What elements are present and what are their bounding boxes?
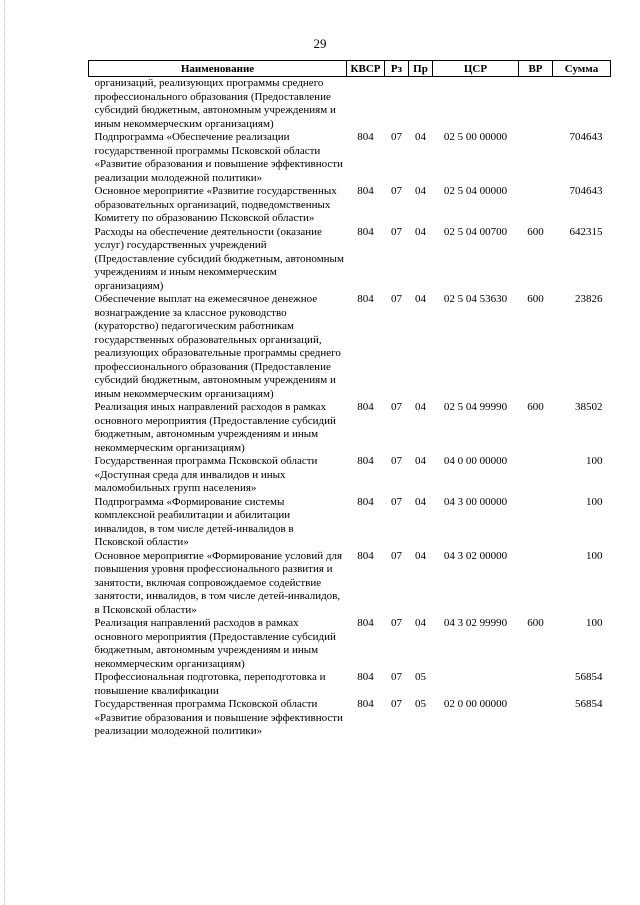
cell-pr: 04 [415, 495, 426, 508]
cell-rz: 07 [391, 455, 402, 467]
cell-pr: 04 [415, 185, 426, 197]
cell-vr [519, 550, 553, 618]
cell-vr: 600 [527, 617, 544, 629]
cell-name: организаций, реализующих программы среднего профессионального образования (Предоставление субсидий бюджетным, автономным учреждениям и иным некоммерческим организациям) [94, 77, 336, 130]
cell-vr [519, 185, 553, 226]
cell-rz: 07 [391, 549, 402, 562]
cell-kvsr [347, 77, 385, 132]
cell-name: Реализация иных направлений расходов в рамках основного мероприятия (Предоставление субсидий бюджетным, автономным учреждениям и иным некоммерческим организациям) [94, 401, 336, 454]
table-row [89, 226, 611, 294]
table-row [89, 698, 611, 739]
table-row [89, 671, 611, 698]
cell-rz: 07 [391, 293, 402, 305]
cell-pr [409, 77, 433, 132]
cell-csr: 02 5 04 00700 [443, 225, 508, 238]
cell-sum [553, 77, 611, 132]
cell-sum: 100 [586, 549, 603, 562]
cell-pr: 04 [415, 617, 426, 629]
cell-csr: 02 5 04 00000 [443, 185, 508, 197]
cell-csr: 04 3 02 99990 [443, 617, 508, 629]
cell-name: Основное мероприятие «Развитие государственных образовательных организаций, подведомственных Комитету по образованию Псковской области» [94, 185, 337, 224]
cell-kvsr: 804 [357, 185, 374, 197]
cell-vr [519, 698, 553, 739]
header-pr: Пр [409, 61, 433, 77]
cell-vr [519, 671, 553, 698]
table-header-row [89, 61, 611, 77]
cell-name: Основное мероприятие «Формирование условий для повышения уровня профессионального развития и занятости, включая сопровождаемое содействие занятости, инвалидов, в том числе детей-инвалидов, в Псковской области» [94, 549, 343, 616]
cell-pr: 04 [415, 401, 426, 413]
cell-sum: 100 [586, 495, 603, 508]
cell-name: Государственная программа Псковской области «Развитие образования и повышение эффективности реализации молодежной политики» [94, 698, 343, 737]
cell-kvsr: 804 [357, 401, 374, 413]
cell-rz: 07 [391, 617, 402, 629]
cell-name: Подпрограмма «Формирование системы комплексной реабилитации и абилитации инвалидов, в том числе детей-инвалидов в Псковской области» [94, 495, 294, 548]
table-row [89, 185, 611, 226]
table-row [89, 77, 611, 132]
header-vr: ВР [519, 61, 553, 77]
table-row [89, 550, 611, 618]
cell-csr: 04 3 02 00000 [443, 549, 508, 562]
cell-sum: 56854 [575, 671, 603, 683]
scan-edge-mark [4, 0, 6, 905]
cell-kvsr: 804 [357, 671, 374, 683]
header-kvsr: КВСР [347, 61, 385, 77]
cell-csr: 02 5 04 99990 [443, 401, 508, 413]
table-row [89, 617, 611, 671]
cell-rz: 07 [391, 671, 402, 683]
budget-table [88, 60, 611, 739]
cell-kvsr: 804 [357, 617, 374, 629]
cell-sum: 100 [586, 455, 603, 467]
cell-rz: 07 [391, 185, 402, 197]
cell-kvsr: 804 [357, 698, 374, 710]
header-sum: Сумма [553, 61, 611, 77]
cell-sum: 100 [586, 617, 603, 629]
cell-rz: 07 [391, 131, 402, 143]
cell-rz: 07 [391, 401, 402, 413]
cell-csr: 04 0 00 00000 [443, 455, 508, 467]
cell-rz: 07 [391, 698, 402, 710]
cell-pr: 04 [415, 293, 426, 305]
cell-sum: 704643 [569, 131, 603, 143]
cell-sum: 38502 [575, 401, 603, 413]
budget-table-wrap [88, 60, 610, 739]
cell-vr [519, 77, 553, 132]
header-csr: ЦСР [433, 61, 519, 77]
cell-name: Профессиональная подготовка, переподготовка и повышение квалификации [94, 671, 326, 697]
cell-csr [433, 77, 519, 132]
cell-name: Обеспечение выплат на ежемесячное денежное вознаграждение за классное руководство (кураторство) педагогическим работникам государственных образовательных организаций, реализующих образовательные программы среднего профессионального образования (Предоставление субсидий бюджетным, автономным учреждениям и иным некоммерческим организациям) [94, 293, 341, 400]
cell-vr [519, 131, 553, 185]
cell-csr: 02 5 00 00000 [443, 131, 508, 143]
cell-pr: 04 [415, 225, 426, 238]
cell-csr: 02 5 04 53630 [443, 293, 508, 305]
table-row [89, 455, 611, 496]
cell-vr: 600 [527, 225, 544, 238]
cell-pr: 05 [415, 671, 426, 683]
table-row [89, 293, 611, 401]
cell-name: Реализация направлений расходов в рамках основного мероприятия (Предоставление субсидий бюджетным, автономным учреждениям и иным некоммерческим организациям) [94, 617, 336, 670]
cell-kvsr: 804 [357, 495, 374, 508]
cell-rz: 07 [391, 495, 402, 508]
cell-rz [385, 77, 409, 132]
page-number: 29 [313, 36, 327, 51]
cell-vr: 600 [527, 293, 544, 305]
cell-pr: 04 [415, 131, 426, 143]
cell-csr: 04 3 00 00000 [443, 495, 508, 508]
table-row [89, 401, 611, 455]
cell-sum: 642315 [569, 225, 603, 238]
header-rz: Рз [385, 61, 409, 77]
cell-csr [433, 671, 519, 698]
cell-kvsr: 804 [357, 455, 374, 467]
cell-pr: 04 [415, 549, 426, 562]
cell-name: Государственная программа Псковской области «Доступная среда для инвалидов и иных маломобильных групп населения» [94, 455, 318, 494]
cell-kvsr: 804 [357, 293, 374, 305]
cell-kvsr: 804 [357, 549, 374, 562]
table-row [89, 496, 611, 550]
header-name: Наименование [89, 61, 347, 77]
cell-csr: 02 0 00 00000 [443, 698, 508, 710]
cell-vr [519, 496, 553, 550]
cell-name: Расходы на обеспечение деятельности (оказание услуг) государственных учреждений (Предоставление субсидий бюджетным, автономным учреждениям и иным некоммерческим организациям) [94, 225, 344, 292]
cell-kvsr: 804 [357, 225, 374, 238]
cell-sum: 56854 [575, 698, 603, 710]
cell-name: Подпрограмма «Обеспечение реализации государственной программы Псковской области «Развитие образования и повышение эффективности реализации молодежной политики» [94, 131, 343, 184]
table-row [89, 131, 611, 185]
cell-rz: 07 [391, 225, 402, 238]
cell-vr: 600 [527, 401, 544, 413]
cell-sum: 23826 [575, 293, 603, 305]
cell-pr: 05 [415, 698, 426, 710]
cell-kvsr: 804 [357, 131, 374, 143]
cell-pr: 04 [415, 455, 426, 467]
cell-sum: 704643 [569, 185, 603, 197]
cell-vr [519, 455, 553, 496]
table-body [89, 77, 611, 739]
